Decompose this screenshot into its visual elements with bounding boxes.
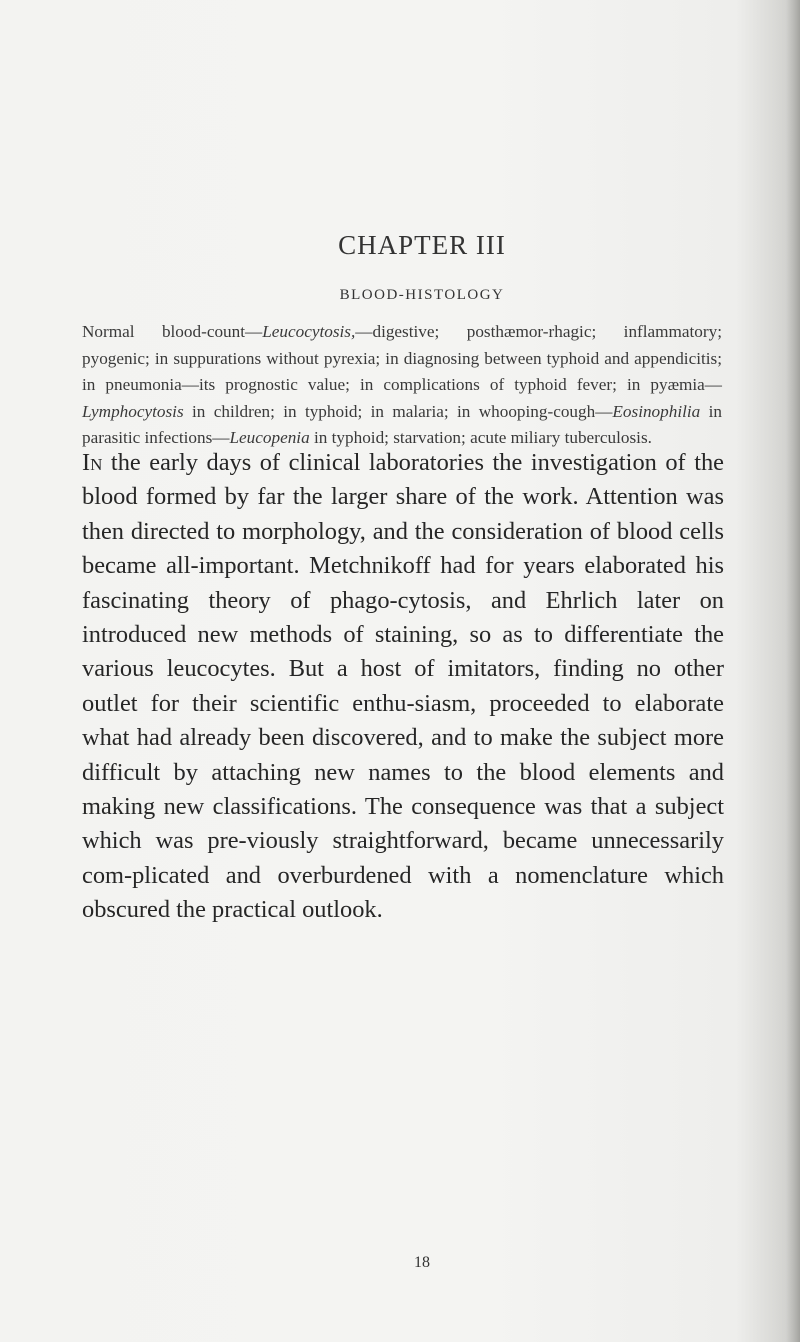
- summary-term-leucopenia: Leucopenia: [229, 428, 310, 447]
- paragraph-lead-word: In: [82, 449, 103, 476]
- page-edge-shadow: [786, 0, 800, 1342]
- summary-segment: Normal blood-count—: [82, 322, 263, 341]
- chapter-heading: CHAPTER III: [338, 230, 506, 260]
- summary-segment: in parasitic infections—: [82, 401, 722, 447]
- summary-segment: in children; in typhoid; in malaria; in whooping-cough—: [183, 401, 613, 421]
- summary-term-eosinophilia: Eosinophilia: [612, 401, 701, 421]
- chapter-subheading: BLOOD-HISTOLOGY: [339, 287, 505, 303]
- summary-term-lymphocytosis: Lymphocytosis: [82, 401, 184, 421]
- summary-term-leucocytosis: Leucocytosis,: [262, 322, 356, 341]
- body-paragraph: [82, 446, 724, 928]
- paragraph-text: the early days of clinical laboratories the investigation of the blood formed by far the larger share of the work. Attention was then directed to morphology, and the consideration of blood cells became all-important. Metchnikoff had for years elaborated his fascinating theory of phago-cytosis, and Ehrlich later on introduced new methods of staining, so as to differentiate the various leucocytes. But a host of imitators, finding no other outlet for their scientific enthu-siasm, proceeded to elaborate what had already been discovered, and to make the subject more difficult by attaching new names to the blood elements and making new classifications. The consequence was that a subject which was pre-viously straightforward, became unnecessarily com-plicated and overburdened with a nomenclature which obscured the practical outlook.: [82, 449, 724, 924]
- page-number: 18: [414, 1254, 430, 1271]
- summary-segment: —digestive; posthæmor-rhagic; inflammatory; pyogenic; in suppurations without pyrexia; in diagnosing between typhoid and appendicitis; in pneumonia—its prognostic value; in complications of typhoid fever; in pyæmia—: [82, 322, 722, 394]
- chapter-summary: [82, 319, 722, 452]
- summary-segment: in typhoid; starvation; acute miliary tuberculosis.: [309, 428, 652, 447]
